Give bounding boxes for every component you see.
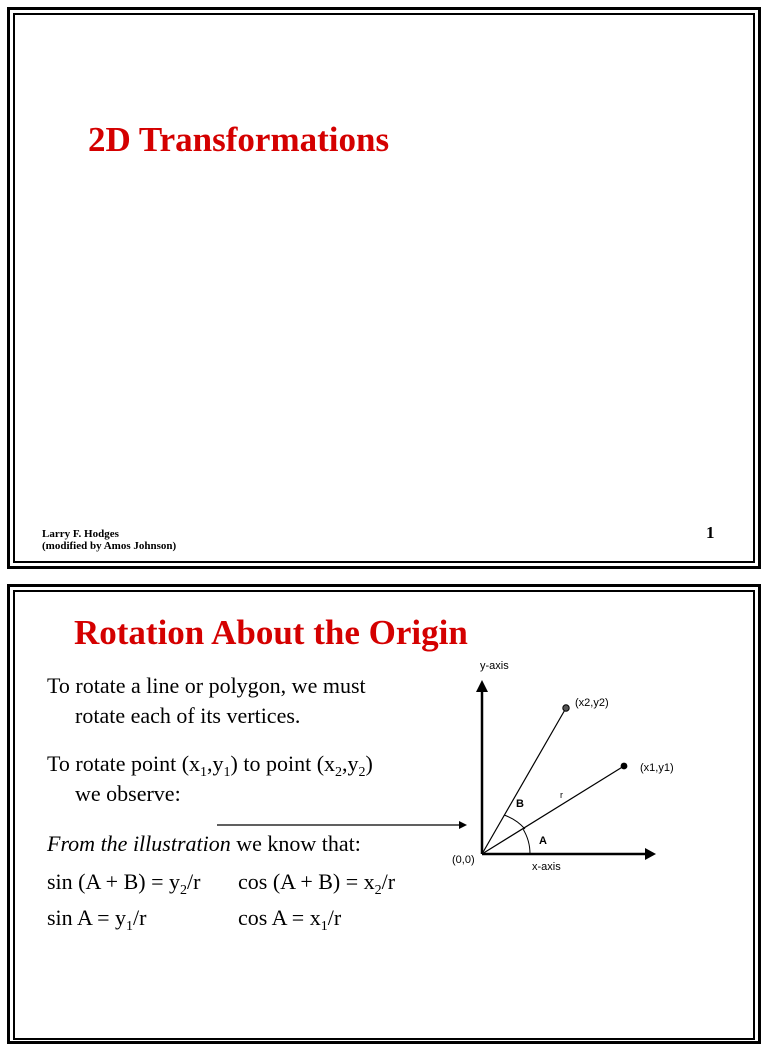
angle-b-arc	[504, 815, 525, 829]
angle-a-label: A	[539, 835, 547, 847]
rotation-diagram	[440, 650, 700, 890]
paragraph-3: From the illustration we know that:	[47, 831, 361, 856]
point-2-marker	[563, 705, 569, 711]
point-1-label: (x1,y1)	[640, 762, 674, 774]
x-axis-label: x-axis	[532, 861, 561, 873]
slide-1-title: 2D Transformations	[88, 120, 390, 159]
ray-to-point-1	[482, 766, 624, 854]
angle-a-arc	[523, 829, 530, 854]
y-axis-label: y-axis	[480, 660, 509, 672]
slide-1-inner-border	[13, 13, 755, 563]
author-name: Larry F. Hodges	[42, 528, 119, 540]
equation-row-1: $\sin (A + B) = y_2/r$ $\cos (A + B) = x_2/r$	[47, 869, 396, 898]
ray-to-point-2	[482, 708, 566, 854]
angle-b-label: B	[516, 798, 524, 810]
point-2-label: (x2,y2)	[575, 697, 609, 709]
slide-1-footer	[42, 528, 176, 552]
paragraph-2: To rotate point $(x_1,y_1)$ to point $(x_2,y_2)$ we observe:	[47, 751, 373, 806]
pointer-arrow	[215, 818, 475, 832]
origin-label: (0,0)	[452, 854, 475, 866]
equation-row-2: $\sin A = y_1/r$ $\cos A = x_1/r$	[47, 905, 342, 934]
paragraph-1: To rotate a line or polygon, we must rotate each of its vertices.	[47, 673, 366, 728]
x-axis-arrow-icon	[645, 848, 656, 860]
point-1-marker	[621, 763, 628, 770]
y-axis-arrow-icon	[476, 680, 488, 692]
slide-2-title: Rotation About the Origin	[74, 613, 468, 652]
rotation-text-block	[47, 671, 395, 933]
page-number: 1	[706, 523, 715, 542]
author-note: (modified by Amos Johnson)	[42, 540, 177, 552]
radius-label: r	[560, 790, 563, 800]
